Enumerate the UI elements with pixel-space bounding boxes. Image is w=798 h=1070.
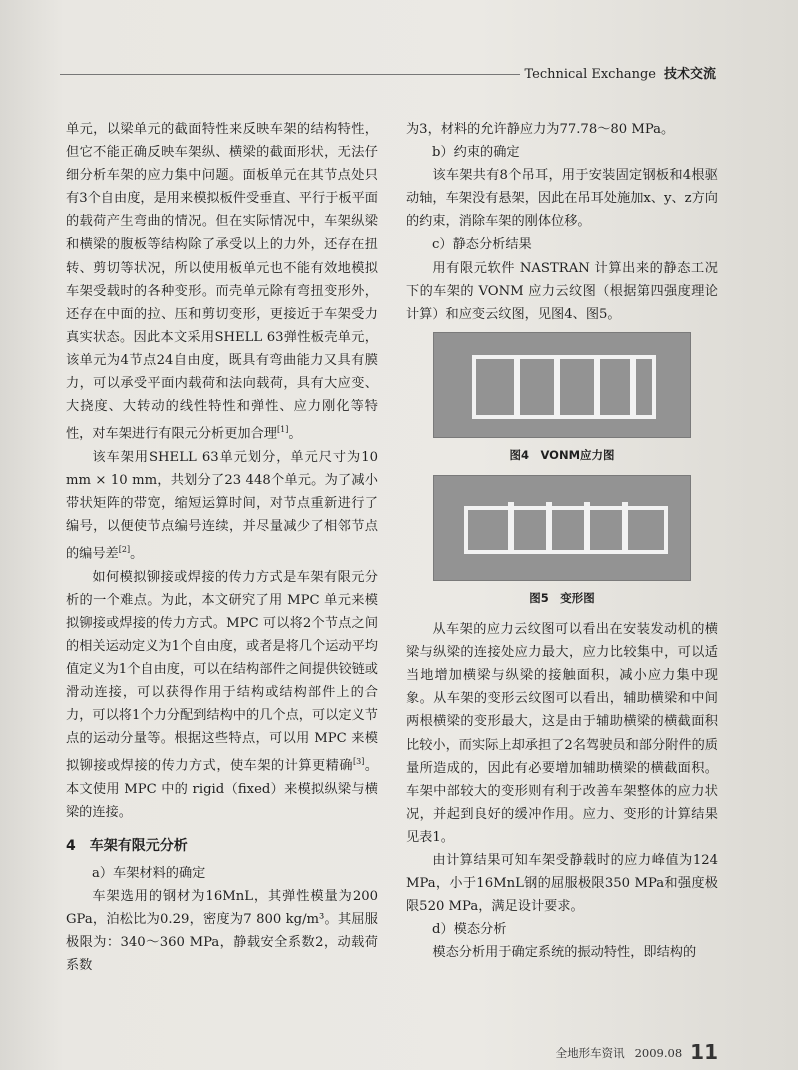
figure-4-stress-plot xyxy=(433,332,691,438)
crossbeam xyxy=(622,502,628,554)
section-heading: 4 车架有限元分析 xyxy=(66,837,188,854)
paragraph: 从车架的应力云纹图可以看出在安装发动机的横梁与纵梁的连接处应力最大，应力比较集中，可以适当地增加横梁与纵梁的接触面积，减小应力集中现象。从车架的变形云纹图可以看出，辅助横梁和中间两根横梁的变形最大，这是由于辅助横梁的横截面积比较小，而实际上却承担了2名驾驶员和部分附件的质量所造成的，因此有必要增加辅助横梁的横截面积。车架中部较大的变形则有利于改善车架整体的应力状况，并起到良好的缓冲作用。应力、变形的计算结果见表1。 xyxy=(406,622,718,845)
paragraph: 车架选用的钢材为16MnL，其弹性模量为200 GPa，泊松比为0.29，密度为7 800 kg/m³。其屈服极限为：340～360 MPa，静载安全系数2，动载荷系数 xyxy=(66,889,378,974)
left-column xyxy=(66,118,378,978)
right-column xyxy=(406,118,718,964)
paragraph: 该车架用SHELL 63单元划分，单元尺寸为10 mm × 10 mm，共划分了23 448个单元。为了减小带状矩阵的带宽，缩短运算时间，对节点重新进行了编号，以便使节点编号连续，并尽量减少了相邻节点的编号差[2]。 xyxy=(66,449,378,562)
paragraph: 单元，以梁单元的截面特性来反映车架的结构特性，但它不能正确反映车架纵、横梁的截面形状，无法仔细分析车架的应力集中问题。面板单元在其节点处只有3个自由度，是用来模拟板件受垂直、平行于板平面的载荷产生弯曲的情况。但在实际情况中，车架纵梁和横梁的腹板等结构除了承受以上的力外，还存在扭转、剪切等状况，所以使用板单元也不能有效地模拟车架受载时的各种变形。而壳单元除有弯扭变形外，还存在中面的拉、压和剪切变形，更接近于车架受力真实状态。因此本文采用SHELL 63弹性板壳单元，该单元为4节点24自由度，既具有弯曲能力又具有膜力，可以承受平面内载荷和法向载荷，具有大应变、大挠度、大转动的线性特性和弹性、应力刚化等特性，对车架进行有限元分析更加合理[1]。 xyxy=(66,122,378,442)
citation: [3] xyxy=(353,757,365,767)
header-english: Technical Exchange xyxy=(524,67,656,82)
paragraph: 由计算结果可知车架受静载时的应力峰值为124 MPa，小于16MnL钢的屈服极限350 MPa和强度极限520 MPa，满足设计要求。 xyxy=(406,852,718,915)
crossbeam xyxy=(584,502,590,554)
crossbeam xyxy=(514,355,520,419)
subsection-heading: a）车架材料的确定 xyxy=(92,866,206,882)
figure-5-caption: 图5 变形图 xyxy=(529,590,595,605)
citation: [1] xyxy=(277,425,289,435)
footer-date: 2009.08 xyxy=(634,1046,683,1060)
crossbeam xyxy=(508,502,514,554)
page-number: 11 xyxy=(690,1040,718,1064)
frame-outline xyxy=(464,506,668,554)
figure-4-caption: 图4 VONM应力图 xyxy=(509,447,615,462)
crossbeam xyxy=(630,355,636,419)
footer-source: 全地形车资讯 xyxy=(555,1046,625,1060)
subsection-heading: c）静态分析结果 xyxy=(432,237,532,253)
paragraph: 模态分析用于确定系统的振动特性，即结构的 xyxy=(432,945,697,961)
header-rule xyxy=(60,74,520,75)
paragraph: 为3，材料的允许静应力为77.78～80 MPa。 xyxy=(406,122,675,137)
crossbeam xyxy=(554,355,560,419)
header-chinese: 技术交流 xyxy=(663,67,716,82)
citation: [2] xyxy=(118,545,131,555)
subsection-heading: b）约束的确定 xyxy=(432,145,520,161)
crossbeam xyxy=(594,355,600,419)
running-header xyxy=(525,63,717,82)
figure-5-deformation-plot xyxy=(433,475,691,581)
subsection-heading: d）模态分析 xyxy=(432,922,507,938)
paragraph: 用有限元软件 NASTRAN 计算出来的静态工况下的车架的 VONM 应力云纹图（根据第四强度理论计算）和应变云纹图，见图4、图5。 xyxy=(406,260,718,322)
frame-outline xyxy=(472,355,656,419)
paragraph: 如何模拟铆接或焊接的传力方式是车架有限元分析的一个难点。为此，本文研究了用 MPC 单元来模拟铆接或焊接的传力方式。MPC 可以将2个节点之间的相关运动定义为1个自由度，或者是将几个运动平均值定义为1个自由度，可以在结构部件之间提供铰链或滑动连接，可以获得作用于结构或结构部件上的合力，可以将1个力分配到结构中的几个点，可以定义节点的运动分量等。根据这些特点，可以用 MPC 来模拟铆接或焊接的传力方式，使车架的计算更精确[3]。本文使用 MPC 中的 rigid（fixed）来模拟纵梁与横梁的连接。 xyxy=(66,569,379,820)
page-footer xyxy=(556,1040,718,1064)
crossbeam xyxy=(546,502,552,554)
paragraph: 该车架共有8个吊耳，用于安装固定钢板和4根驱动轴，车架没有悬架，因此在吊耳处施加x、y、z方向的约束，消除车架的刚体位移。 xyxy=(406,168,718,230)
